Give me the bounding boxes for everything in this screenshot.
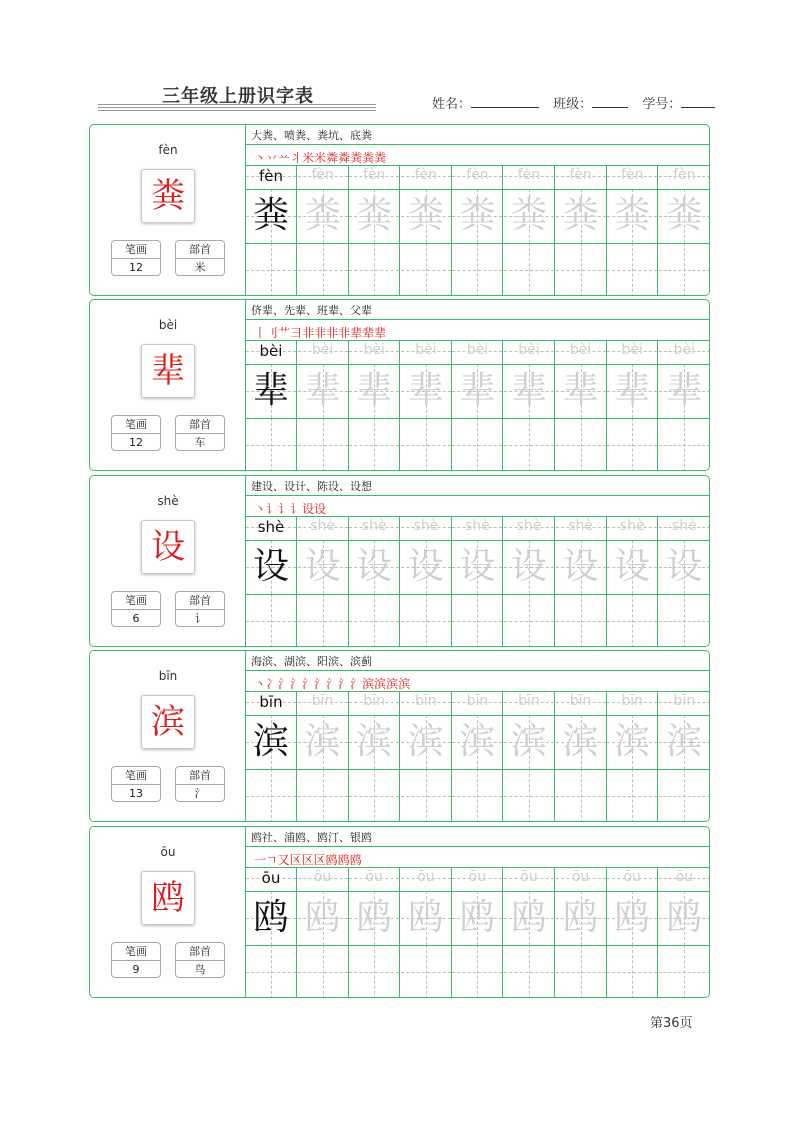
summary-character: 设 [151, 527, 185, 567]
divider [246, 670, 710, 671]
pinyin-practice-cell[interactable]: ōu [504, 867, 555, 891]
empty-practice-cell[interactable] [659, 769, 710, 822]
summary-character: 滨 [151, 702, 185, 742]
pinyin-practice-cell[interactable]: bīn [607, 691, 658, 715]
character-practice-cell[interactable]: 鸥 [298, 891, 349, 945]
stroke-step: 区 [289, 853, 302, 867]
character-summary [90, 300, 246, 470]
pinyin-practice-cell[interactable]: bīn [401, 691, 452, 715]
character-practice-cell[interactable]: 辈 [659, 364, 710, 418]
stroke-step: 丨 [254, 326, 267, 340]
practice-area [246, 476, 710, 646]
empty-practice-cell[interactable] [349, 418, 400, 471]
stroke-step: 氵 [350, 677, 363, 691]
radical-value: 车 [194, 436, 206, 449]
empty-practice-cell[interactable] [504, 945, 555, 998]
stroke-step: 米 [302, 151, 315, 165]
divider [246, 769, 710, 770]
character-card [89, 826, 710, 998]
stroke-step: 冫 [266, 677, 279, 691]
empty-practice-cell[interactable] [452, 945, 503, 998]
character-practice-cell[interactable]: 粪 [349, 189, 400, 243]
student-id-field[interactable]: 学号： [642, 93, 715, 112]
radical-value: 鸟 [194, 963, 206, 976]
pinyin-practice-cell[interactable]: ōu [556, 867, 607, 891]
divider [246, 891, 710, 892]
stroke-step: ㄱ [266, 853, 278, 867]
pinyin-practice-cell[interactable]: ōu [401, 867, 452, 891]
stroke-count-value: 12 [129, 436, 143, 449]
divider [246, 945, 710, 946]
character-practice-cell[interactable]: 粪 [401, 189, 452, 243]
stroke-order [254, 149, 386, 166]
stroke-step: 非 [302, 326, 315, 340]
stroke-count-value: 9 [132, 963, 140, 976]
stroke-step: 鸥 [325, 853, 338, 867]
summary-character-box [141, 169, 195, 223]
empty-practice-cell[interactable] [504, 418, 555, 471]
character-practice-cell[interactable]: 滨 [246, 715, 297, 769]
stroke-count-box [111, 591, 161, 627]
divider [246, 495, 710, 496]
pinyin-practice-cell[interactable]: shè [659, 516, 710, 540]
header [0, 0, 800, 120]
character-practice-cell[interactable]: 粪 [607, 189, 658, 243]
character-summary [90, 827, 246, 997]
character-practice-cell[interactable]: 辈 [246, 364, 297, 418]
pinyin-practice-cell[interactable]: shè [504, 516, 555, 540]
character-practice-cell[interactable]: 粪 [504, 189, 555, 243]
example-words: 建设、设计、陈设、设想 [251, 480, 372, 493]
empty-practice-cell[interactable] [504, 243, 555, 296]
stroke-count-value: 6 [132, 612, 140, 625]
title-rule [98, 104, 376, 105]
divider [246, 846, 710, 847]
character-practice-cell[interactable]: 滨 [556, 715, 607, 769]
pinyin-practice-cell[interactable]: fèn [504, 165, 555, 189]
stroke-count-box [111, 766, 161, 802]
radical-value: 讠 [194, 612, 206, 625]
radical-box [175, 240, 225, 276]
stroke-step: 氵 [338, 677, 351, 691]
divider [246, 364, 710, 365]
radical-label: 部首 [176, 241, 224, 259]
character-practice-cell[interactable]: 粪 [298, 189, 349, 243]
character-practice-cell[interactable]: 滨 [298, 715, 349, 769]
empty-practice-cell[interactable] [556, 418, 607, 471]
pinyin-practice-cell[interactable]: bīn [556, 691, 607, 715]
character-practice-cell[interactable]: 设 [556, 540, 607, 594]
empty-practice-cell[interactable] [401, 418, 452, 471]
summary-character: 辈 [151, 351, 185, 391]
pinyin-practice-cell[interactable]: bèi [298, 340, 349, 364]
stroke-step: 讠 [278, 502, 291, 516]
character-practice-cell[interactable]: 设 [452, 540, 503, 594]
empty-practice-cell[interactable] [607, 418, 658, 471]
empty-practice-cell[interactable] [607, 945, 658, 998]
character-practice-cell[interactable]: 滨 [401, 715, 452, 769]
stroke-step: 辈 [374, 326, 387, 340]
empty-practice-cell[interactable] [246, 243, 297, 296]
pinyin-practice-cell[interactable]: ōu [659, 867, 710, 891]
character-practice-cell[interactable]: 鸥 [659, 891, 710, 945]
stroke-step: 丶 [254, 151, 267, 165]
empty-practice-cell[interactable] [401, 945, 452, 998]
character-practice-cell[interactable]: 鸥 [452, 891, 503, 945]
empty-practice-cell[interactable] [659, 945, 710, 998]
pinyin-practice-cell[interactable]: fèn [401, 165, 452, 189]
empty-practice-cell[interactable] [298, 594, 349, 647]
stroke-step: 设 [314, 502, 327, 516]
stroke-step: ⺾ [278, 326, 291, 340]
empty-practice-cell[interactable] [246, 594, 297, 647]
stroke-step: 非 [314, 326, 327, 340]
divider [246, 319, 710, 320]
pinyin-practice-cell[interactable]: bèi [556, 340, 607, 364]
pinyin-practice-cell[interactable]: fèn [556, 165, 607, 189]
pinyin-practice-cell[interactable]: bīn [659, 691, 710, 715]
empty-practice-cell[interactable] [349, 945, 400, 998]
character-practice-cell[interactable]: 粪 [246, 189, 297, 243]
empty-practice-cell[interactable] [659, 594, 710, 647]
empty-practice-cell[interactable] [607, 243, 658, 296]
character-practice-cell[interactable]: 鸥 [556, 891, 607, 945]
character-practice-cell[interactable]: 辈 [607, 364, 658, 418]
divider [246, 715, 710, 716]
stroke-step: 区 [301, 853, 314, 867]
stroke-count-value: 12 [129, 261, 143, 274]
summary-pinyin: bīn [158, 669, 178, 683]
character-practice-cell[interactable]: 设 [349, 540, 400, 594]
stroke-step: 氵 [278, 677, 291, 691]
character-practice-cell[interactable]: 滨 [452, 715, 503, 769]
pinyin-practice-cell[interactable]: fèn [298, 165, 349, 189]
stroke-order [254, 324, 386, 341]
example-words: 鸥社、浦鸥、鸥汀、银鸥 [251, 831, 372, 844]
empty-practice-cell[interactable] [452, 243, 503, 296]
pinyin-practice-cell[interactable]: fèn [607, 165, 658, 189]
stroke-step: 米 [314, 151, 327, 165]
character-practice-cell[interactable]: 设 [607, 540, 658, 594]
stroke-step: 辈 [350, 326, 363, 340]
stroke-step: 讠 [266, 502, 279, 516]
stroke-step: 丬 [290, 151, 303, 165]
radical-label: 部首 [176, 416, 224, 434]
character-practice-cell[interactable]: 滨 [659, 715, 710, 769]
stroke-count-label: 笔画 [112, 592, 160, 610]
radical-value: 氵 [194, 787, 206, 800]
character-practice-cell[interactable]: 鸥 [607, 891, 658, 945]
empty-practice-cell[interactable] [607, 594, 658, 647]
empty-practice-cell[interactable] [401, 769, 452, 822]
pinyin-practice-cell[interactable]: shè [607, 516, 658, 540]
radical-label: 部首 [176, 592, 224, 610]
summary-pinyin: bèi [158, 318, 178, 332]
name-blank[interactable] [471, 95, 539, 108]
stroke-step: 丶 [254, 502, 267, 516]
character-practice-cell[interactable]: 设 [298, 540, 349, 594]
stroke-count-box [111, 240, 161, 276]
pinyin-practice-cell[interactable]: bīn [246, 691, 297, 715]
empty-practice-cell[interactable] [556, 945, 607, 998]
student-id-blank[interactable] [681, 95, 715, 108]
empty-practice-cell[interactable] [298, 418, 349, 471]
empty-practice-cell[interactable] [349, 243, 400, 296]
summary-pinyin: ōu [160, 845, 176, 859]
stroke-step: 非 [326, 326, 339, 340]
stroke-step: 辈 [362, 326, 375, 340]
stroke-step: 又 [277, 853, 290, 867]
example-words: 大粪、喷粪、粪坑、底粪 [251, 129, 372, 142]
stroke-step: 丷 [266, 151, 279, 165]
empty-practice-cell[interactable] [452, 594, 503, 647]
empty-practice-cell[interactable] [401, 243, 452, 296]
stroke-order [254, 675, 410, 692]
stroke-step: 氵 [290, 677, 303, 691]
character-summary [90, 476, 246, 646]
character-practice-cell[interactable]: 鸥 [246, 891, 297, 945]
practice-area [246, 125, 710, 295]
stroke-step: 氵 [302, 677, 315, 691]
pinyin-practice-cell[interactable]: bèi [659, 340, 710, 364]
character-practice-cell[interactable]: 辈 [298, 364, 349, 418]
summary-pinyin: shè [157, 494, 179, 508]
character-card [89, 650, 710, 822]
pinyin-practice-cell[interactable]: fèn [452, 165, 503, 189]
character-summary [90, 651, 246, 821]
page-title: 三年级上册识字表 [162, 86, 314, 107]
empty-practice-cell[interactable] [349, 769, 400, 822]
class-field[interactable]: 班级： [553, 93, 628, 112]
empty-practice-cell[interactable] [504, 594, 555, 647]
pinyin-practice-cell[interactable]: bèi [607, 340, 658, 364]
empty-practice-cell[interactable] [246, 418, 297, 471]
stroke-step: 讠 [290, 502, 303, 516]
stroke-step: 鸥 [349, 853, 362, 867]
character-practice-cell[interactable]: 粪 [659, 189, 710, 243]
stroke-count-label: 笔画 [112, 416, 160, 434]
stroke-step: 非 [338, 326, 351, 340]
name-field[interactable]: 姓名： [432, 93, 539, 112]
pinyin-practice-cell[interactable]: shè [556, 516, 607, 540]
character-practice-cell[interactable]: 设 [401, 540, 452, 594]
character-practice-cell[interactable]: 辈 [504, 364, 555, 418]
radical-label: 部首 [176, 767, 224, 785]
summary-character-box [141, 344, 195, 398]
pinyin-practice-cell[interactable]: ōu [452, 867, 503, 891]
pinyin-practice-cell[interactable]: bīn [298, 691, 349, 715]
radical-value: 米 [194, 261, 206, 274]
empty-practice-cell[interactable] [246, 945, 297, 998]
stroke-count-label: 笔画 [112, 943, 160, 961]
pinyin-practice-cell[interactable]: shè [246, 516, 297, 540]
character-practice-cell[interactable]: 滨 [349, 715, 400, 769]
divider [246, 594, 710, 595]
divider [246, 144, 710, 145]
title-rule [98, 110, 376, 111]
pinyin-practice-cell[interactable]: fèn [349, 165, 400, 189]
stroke-count-label: 笔画 [112, 241, 160, 259]
character-practice-cell[interactable]: 辈 [401, 364, 452, 418]
character-practice-cell[interactable]: 设 [504, 540, 555, 594]
summary-pinyin: fèn [158, 143, 178, 157]
stroke-step: 粪 [362, 151, 375, 165]
pinyin-practice-cell[interactable]: bèi [246, 340, 297, 364]
empty-practice-cell[interactable] [556, 769, 607, 822]
empty-practice-cell[interactable] [607, 769, 658, 822]
stroke-step: 鸥 [337, 853, 350, 867]
stroke-step: 粦 [326, 151, 339, 165]
page-number: 第36页 [650, 1016, 693, 1031]
divider [246, 243, 710, 244]
pinyin-practice-cell[interactable]: bīn [349, 691, 400, 715]
divider [246, 189, 710, 190]
character-practice-cell[interactable]: 滨 [607, 715, 658, 769]
pinyin-practice-cell[interactable]: shè [298, 516, 349, 540]
radical-box [175, 766, 225, 802]
pinyin-practice-cell[interactable]: bèi [452, 340, 503, 364]
stroke-step: 区 [313, 853, 326, 867]
pinyin-practice-cell[interactable]: bèi [349, 340, 400, 364]
stroke-step: 粪 [374, 151, 387, 165]
pinyin-practice-cell[interactable]: shè [452, 516, 503, 540]
character-practice-cell[interactable]: 鸥 [504, 891, 555, 945]
stroke-order [254, 851, 362, 868]
stroke-step: 彐 [290, 326, 303, 340]
pinyin-practice-cell[interactable]: shè [349, 516, 400, 540]
empty-practice-cell[interactable] [556, 594, 607, 647]
pinyin-practice-cell[interactable]: fèn [659, 165, 710, 189]
stroke-step: 氵 [326, 677, 339, 691]
empty-practice-cell[interactable] [401, 594, 452, 647]
radical-box [175, 415, 225, 451]
pinyin-practice-cell[interactable]: bīn [452, 691, 503, 715]
stroke-step: 氵 [314, 677, 327, 691]
title-rule [98, 107, 376, 108]
summary-character-box [141, 520, 195, 574]
radical-box [175, 591, 225, 627]
stroke-count-box [111, 942, 161, 978]
stroke-step: 设 [302, 502, 315, 516]
class-blank[interactable] [592, 95, 628, 108]
summary-character: 鸥 [151, 878, 185, 918]
summary-character-box [141, 871, 195, 925]
empty-practice-cell[interactable] [298, 945, 349, 998]
empty-practice-cell[interactable] [452, 769, 503, 822]
character-practice-cell[interactable]: 粪 [556, 189, 607, 243]
practice-area [246, 300, 710, 470]
empty-practice-cell[interactable] [659, 418, 710, 471]
stroke-count-label: 笔画 [112, 767, 160, 785]
divider [246, 540, 710, 541]
practice-area [246, 651, 710, 821]
character-practice-cell[interactable]: 设 [246, 540, 297, 594]
example-words: 海滨、湖滨、阳滨、滨蓟 [251, 655, 372, 668]
stroke-step: 粪 [350, 151, 363, 165]
stroke-step: 粦 [338, 151, 351, 165]
stroke-order [254, 500, 326, 517]
character-card [89, 475, 710, 647]
character-practice-cell[interactable]: 滨 [504, 715, 555, 769]
pinyin-practice-cell[interactable]: ōu [246, 867, 297, 891]
empty-practice-cell[interactable] [556, 243, 607, 296]
pinyin-practice-cell[interactable]: ōu [298, 867, 349, 891]
pinyin-practice-cell[interactable]: shè [401, 516, 452, 540]
character-card [89, 299, 710, 471]
divider [246, 418, 710, 419]
stroke-step: 一 [254, 853, 267, 867]
pinyin-practice-cell[interactable]: bèi [401, 340, 452, 364]
empty-practice-cell[interactable] [349, 594, 400, 647]
character-practice-cell[interactable]: 辈 [349, 364, 400, 418]
character-summary [90, 125, 246, 295]
student-fields [432, 93, 725, 112]
stroke-step: 滨 [374, 677, 387, 691]
empty-practice-cell[interactable] [246, 769, 297, 822]
stroke-step: 刂 [266, 326, 279, 340]
pinyin-practice-cell[interactable]: bīn [504, 691, 555, 715]
stroke-step: 滨 [386, 677, 399, 691]
stroke-step: 䒑 [278, 151, 291, 165]
example-words: 侪辈、先辈、班辈、父辈 [251, 304, 372, 317]
radical-label: 部首 [176, 943, 224, 961]
empty-practice-cell[interactable] [298, 243, 349, 296]
character-card [89, 124, 710, 296]
character-practice-cell[interactable]: 辈 [452, 364, 503, 418]
empty-practice-cell[interactable] [659, 243, 710, 296]
character-practice-cell[interactable]: 鸥 [349, 891, 400, 945]
empty-practice-cell[interactable] [504, 769, 555, 822]
radical-box [175, 942, 225, 978]
stroke-count-value: 13 [129, 787, 143, 800]
character-practice-cell[interactable]: 鸥 [401, 891, 452, 945]
empty-practice-cell[interactable] [298, 769, 349, 822]
stroke-count-box [111, 415, 161, 451]
character-practice-cell[interactable]: 粪 [452, 189, 503, 243]
summary-character-box [141, 695, 195, 749]
pinyin-practice-cell[interactable]: fèn [246, 165, 297, 189]
pinyin-practice-cell[interactable]: ōu [349, 867, 400, 891]
summary-character: 粪 [151, 176, 185, 216]
stroke-step: 丶 [254, 677, 267, 691]
character-practice-cell[interactable]: 设 [659, 540, 710, 594]
stroke-step: 滨 [398, 677, 411, 691]
practice-area [246, 827, 710, 997]
pinyin-practice-cell[interactable]: ōu [607, 867, 658, 891]
character-practice-cell[interactable]: 辈 [556, 364, 607, 418]
pinyin-practice-cell[interactable]: bèi [504, 340, 555, 364]
stroke-step: 滨 [362, 677, 375, 691]
empty-practice-cell[interactable] [452, 418, 503, 471]
